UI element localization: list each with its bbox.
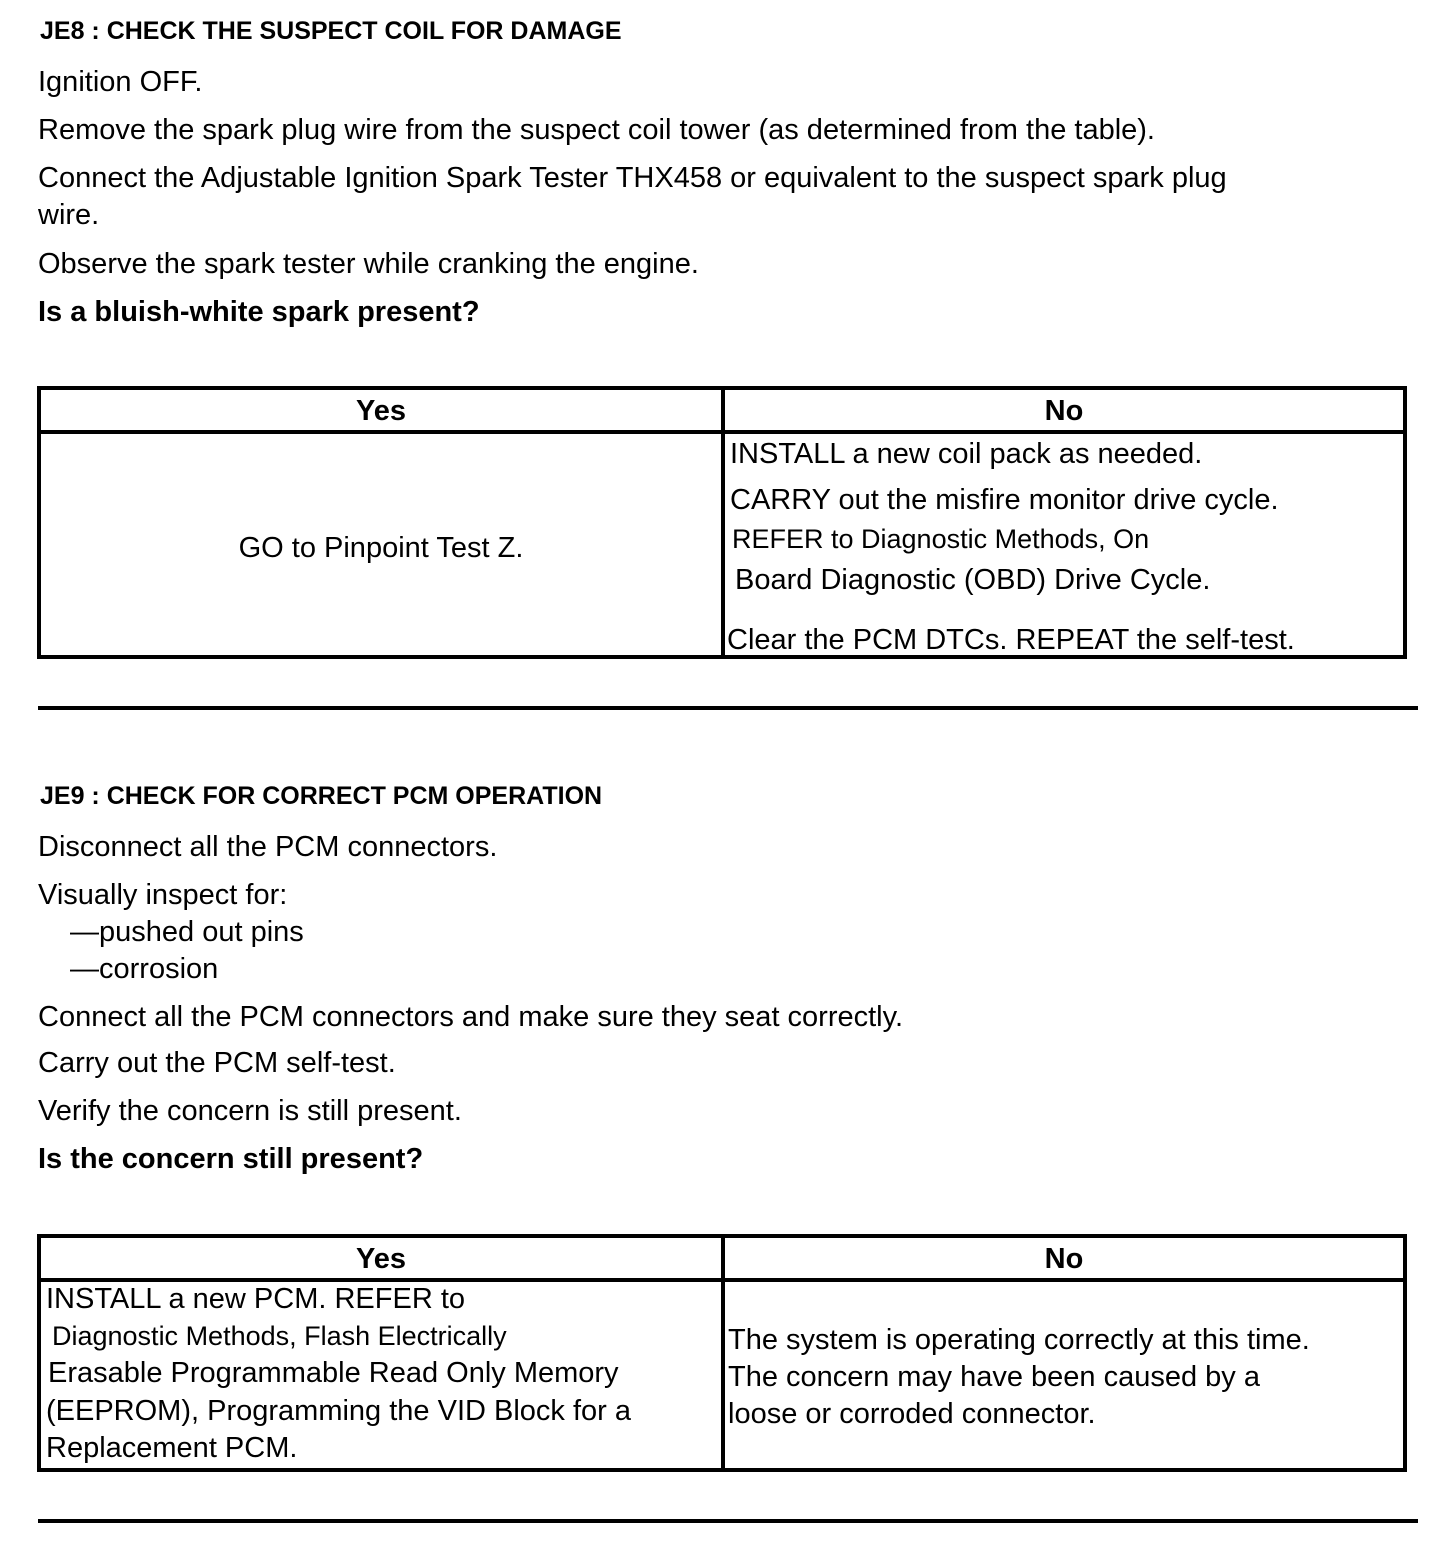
je9-step-self-test: Carry out the PCM self-test.	[38, 1047, 396, 1079]
je8-yes-cell: GO to Pinpoint Test Z.	[238, 532, 524, 564]
je8-step-remove-wire: Remove the spark plug wire from the suspect coil tower (as determined from the table).	[38, 114, 1155, 146]
je8-section-divider	[38, 706, 1418, 710]
je9-no-line-operating: The system is operating correctly at this time.	[728, 1324, 1310, 1356]
je9-no-line-loose: loose or corroded connector.	[728, 1398, 1096, 1430]
je8-question: Is a bluish-white spark present?	[38, 296, 480, 328]
je8-no-header: No	[1044, 395, 1084, 427]
je9-no-header: No	[1044, 1243, 1084, 1275]
je8-heading: JE8 : CHECK THE SUSPECT COIL FOR DAMAGE	[40, 17, 622, 45]
je9-step-verify: Verify the concern is still present.	[38, 1095, 462, 1127]
je9-heading: JE9 : CHECK FOR CORRECT PCM OPERATION	[40, 782, 603, 810]
je9-yes-line-install: INSTALL a new PCM. REFER to	[46, 1283, 466, 1315]
je8-table-header-rule	[41, 430, 1403, 434]
je8-no-line-refer: REFER to Diagnostic Methods, On	[732, 524, 1150, 554]
je9-inspect-label: Visually inspect for:	[38, 879, 288, 911]
je9-step-disconnect: Disconnect all the PCM connectors.	[38, 831, 498, 863]
je9-yes-line-eeprom: (EEPROM), Programming the VID Block for a	[46, 1395, 631, 1427]
je8-step-observe: Observe the spark tester while cranking the engine.	[38, 248, 699, 280]
je9-step-connect: Connect all the PCM connectors and make sure they seat correctly.	[38, 1001, 904, 1033]
je9-result-table	[37, 1234, 1407, 1472]
je8-step-connect-tester: Connect the Adjustable Ignition Spark Tester THX458 or equivalent to the suspect spark plug	[38, 162, 1227, 194]
je9-inspect-item-corrosion: —corrosion	[70, 953, 219, 985]
je8-step-ignition-off: Ignition OFF.	[38, 66, 203, 98]
je8-no-line-obd: Board Diagnostic (OBD) Drive Cycle.	[735, 564, 1211, 596]
je9-inspect-item-pins: —pushed out pins	[70, 916, 304, 948]
je9-yes-line-erasable: Erasable Programmable Read Only Memory	[48, 1357, 619, 1389]
je8-result-table	[37, 386, 1407, 659]
je9-yes-header: Yes	[356, 1243, 406, 1275]
je9-no-line-caused: The concern may have been caused by a	[728, 1361, 1260, 1393]
je9-yes-line-replacement: Replacement PCM.	[46, 1432, 298, 1464]
je8-step-connect-tester-cont: wire.	[38, 199, 100, 231]
je9-question: Is the concern still present?	[38, 1143, 424, 1175]
je8-no-line-clear: Clear the PCM DTCs. REPEAT the self-test.	[727, 624, 1295, 656]
je8-no-line-carry-out: CARRY out the misfire monitor drive cycle.	[730, 484, 1279, 516]
je9-section-divider	[38, 1519, 1418, 1523]
je8-no-line-install: INSTALL a new coil pack as needed.	[730, 438, 1203, 470]
je8-yes-header: Yes	[356, 395, 406, 427]
je9-yes-line-diagnostic: Diagnostic Methods, Flash Electrically	[52, 1321, 507, 1351]
